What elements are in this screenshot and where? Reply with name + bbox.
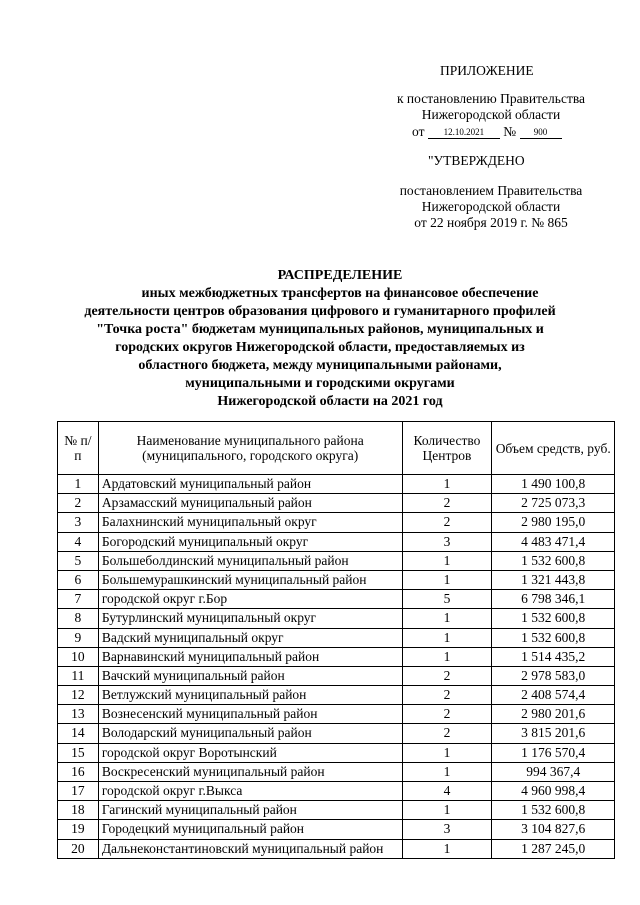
row-number: 4 [58,532,99,551]
row-name: городской округ Воротынский [98,743,402,762]
row-name: Вознесенский муниципальный район [98,705,402,724]
table-row [58,666,615,685]
approved-date-label: от 22 ноября 2019 г. № 865 [414,215,568,230]
document-title: РАСПРЕДЕЛЕНИЕ [277,268,403,283]
row-amount: 1 532 600,8 [492,609,615,628]
row-name: городской округ г.Бор [98,590,402,609]
row-name: Бутурлинский муниципальный округ [98,609,402,628]
row-name: Гагинский муниципальный район [98,801,402,820]
table-row [58,782,615,801]
row-count: 2 [402,513,492,532]
subtitle-line: Нижегородской области на 2021 год [217,394,443,409]
row-amount: 1 176 570,4 [492,743,615,762]
row-amount: 2 408 574,4 [492,686,615,705]
row-number: 16 [58,762,99,781]
row-name: Большеболдинский муниципальный район [98,551,402,570]
table-row [58,801,615,820]
subtitle-line: иных межбюджетных трансфертов на финансовое обеспечение [141,286,539,301]
table-row [58,839,615,858]
row-number: 7 [58,590,99,609]
row-name: Дальнеконстантиновский муниципальный район [98,839,402,858]
row-number: 18 [58,801,99,820]
resolution-number: 900 [520,126,562,139]
row-name: Володарский муниципальный район [98,724,402,743]
table-row [58,820,615,839]
header-amount: Объем средств, руб. [492,422,615,475]
row-number: 19 [58,820,99,839]
row-count: 2 [402,686,492,705]
row-amount: 1 321 443,8 [492,570,615,589]
row-name: городской округ г.Выкса [98,782,402,801]
row-count: 2 [402,724,492,743]
row-name: Воскресенский муниципальный район [98,762,402,781]
row-count: 2 [402,705,492,724]
table-row [58,686,615,705]
row-amount: 2 980 195,0 [492,513,615,532]
row-number: 20 [58,839,99,858]
row-number: 9 [58,628,99,647]
row-number: 10 [58,647,99,666]
row-name: Вачский муниципальный район [98,666,402,685]
resolution-date-line [412,123,562,140]
row-amount: 1 532 600,8 [492,551,615,570]
row-count: 5 [402,590,492,609]
row-number: 11 [58,666,99,685]
row-number: 2 [58,494,99,513]
row-number: 13 [58,705,99,724]
row-amount: 994 367,4 [492,762,615,781]
row-name: Ветлужский муниципальный район [98,686,402,705]
row-name: Вадский муниципальный округ [98,628,402,647]
row-amount: 1 532 600,8 [492,628,615,647]
row-name: Балахнинский муниципальный округ [98,513,402,532]
row-name: Городецкий муниципальный район [98,820,402,839]
row-amount: 4 960 998,4 [492,782,615,801]
table-header-row [58,422,615,475]
subtitle-line: городских округов Нижегородской области, предоставляемых из [115,340,525,355]
row-count: 1 [402,475,492,494]
row-number: 17 [58,782,99,801]
table-row [58,590,615,609]
table-body [58,475,615,859]
table-row [58,743,615,762]
table-row [58,628,615,647]
row-count: 4 [402,782,492,801]
approved-by-label: постановлением Правительства [399,183,583,198]
row-amount: 3 815 201,6 [492,724,615,743]
row-count: 3 [402,820,492,839]
row-count: 1 [402,628,492,647]
row-name: Большемурашкинский муниципальный район [98,570,402,589]
row-number: 15 [58,743,99,762]
from-prefix: от [412,124,425,139]
row-count: 1 [402,570,492,589]
resolution-date: 12.10.2021 [428,126,500,139]
row-count: 1 [402,801,492,820]
row-count: 1 [402,551,492,570]
row-count: 3 [402,532,492,551]
row-number: 6 [58,570,99,589]
row-number: 5 [58,551,99,570]
row-amount: 2 978 583,0 [492,666,615,685]
row-count: 1 [402,743,492,762]
subtitle-line: областного бюджета, между муниципальными районами, [138,358,502,373]
row-count: 2 [402,494,492,513]
table-row [58,705,615,724]
table-row [58,475,615,494]
table-row [58,724,615,743]
table-row [58,551,615,570]
row-count: 1 [402,609,492,628]
row-amount: 1 532 600,8 [492,801,615,820]
table-row [58,494,615,513]
row-number: 8 [58,609,99,628]
document-subtitle [0,285,640,411]
row-amount: 1 490 100,8 [492,475,615,494]
header-count: Количество Центров [402,422,492,475]
row-amount: 2 980 201,6 [492,705,615,724]
table-row [58,762,615,781]
approved-label: "УТВЕРЖДЕНО [428,153,525,168]
row-name: Арзамасский муниципальный район [98,494,402,513]
row-count: 2 [402,666,492,685]
row-count: 1 [402,762,492,781]
region-label: Нижегородской области [421,107,561,122]
distribution-table [57,421,615,859]
header-num: № п/п [58,422,99,475]
row-name: Варнавинский муниципальный район [98,647,402,666]
table-row [58,532,615,551]
row-amount: 4 483 471,4 [492,532,615,551]
table-row [58,570,615,589]
row-amount: 6 798 346,1 [492,590,615,609]
row-number: 14 [58,724,99,743]
table-row [58,513,615,532]
row-number: 3 [58,513,99,532]
approved-region-label: Нижегородской области [421,199,561,214]
row-name: Ардатовский муниципальный район [98,475,402,494]
header-name: Наименование муниципального района (муниципального, городского округа) [98,422,402,475]
row-amount: 2 725 073,3 [492,494,615,513]
row-name: Богородский муниципальный округ [98,532,402,551]
row-number: 1 [58,475,99,494]
row-amount: 3 104 827,6 [492,820,615,839]
to-resolution-label: к постановлению Правительства [396,91,586,106]
row-count: 1 [402,839,492,858]
row-number: 12 [58,686,99,705]
row-amount: 1 287 245,0 [492,839,615,858]
table-row [58,609,615,628]
subtitle-line: деятельности центров образования цифрового и гуманитарного профилей [84,304,556,319]
number-sign: № [503,124,517,139]
subtitle-line: муниципальными и городскими округами [185,376,455,391]
appendix-label: ПРИЛОЖЕНИЕ [440,63,534,78]
table-row [58,647,615,666]
row-amount: 1 514 435,2 [492,647,615,666]
subtitle-line: "Точка роста" бюджетам муниципальных районов, муниципальных и [96,322,544,337]
row-count: 1 [402,647,492,666]
